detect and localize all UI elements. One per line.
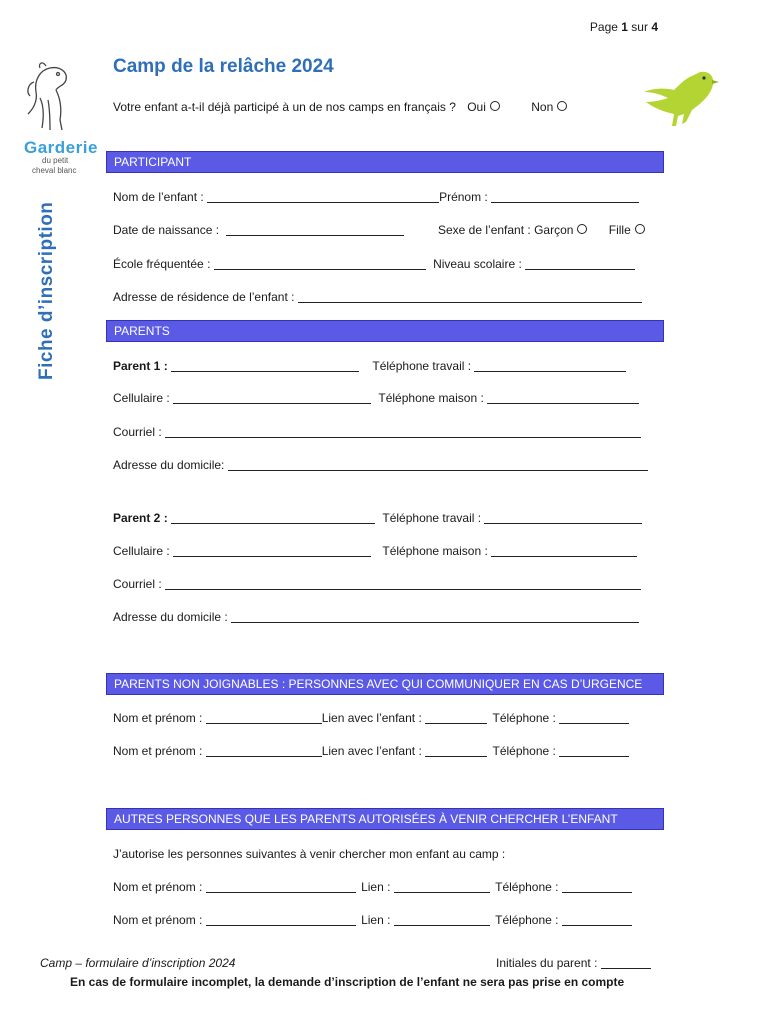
row-child-name: Nom de l’enfant : Prénom : [113, 190, 639, 204]
side-title: Fiche d’inscription [36, 201, 57, 380]
row-parent1: Parent 1 : Téléphone travail : [113, 359, 626, 373]
parent2-work-phone-field[interactable] [484, 511, 642, 524]
authorization-intro: J’autorise les personnes suivantes à venir chercher mon enfant au camp : [113, 847, 506, 861]
emergency2-relation-field[interactable] [425, 744, 487, 757]
horse-logo-icon [20, 58, 80, 138]
authorized1-phone-field[interactable] [562, 880, 632, 893]
row-parent2: Parent 2 : Téléphone travail : [113, 511, 642, 525]
no-radio[interactable] [557, 101, 567, 111]
logo-name: Garderie [24, 138, 98, 157]
row-school: École fréquentée : Niveau scolaire : [113, 257, 635, 271]
row-parent2-cell: Cellulaire : Téléphone maison : [113, 544, 637, 558]
row-emergency-1: Nom et prénom : Lien avec l’enfant : Téléphone : [113, 711, 629, 725]
parent1-email-field[interactable] [165, 425, 641, 438]
boy-radio[interactable] [577, 224, 587, 234]
emergency1-phone-field[interactable] [559, 711, 629, 724]
child-firstname-field[interactable] [491, 190, 639, 203]
section-emergency: PARENTS NON JOIGNABLES : PERSONNES AVEC QUI COMMUNIQUER EN CAS D’URGENCE [106, 673, 664, 695]
parent-initials-field[interactable] [601, 956, 651, 969]
logo-sub-2: cheval blanc [32, 166, 77, 175]
row-authorized-1: Nom et prénom : Lien : Téléphone : [113, 880, 632, 894]
row-emergency-2: Nom et prénom : Lien avec l’enfant : Téléphone : [113, 744, 629, 758]
question-row: Votre enfant a-t-il déjà participé à un de nos camps en français ? Oui Non [113, 100, 567, 114]
girl-radio[interactable] [635, 224, 645, 234]
parent1-address-field[interactable] [228, 458, 648, 471]
row-authorized-2: Nom et prénom : Lien : Téléphone : [113, 913, 632, 927]
authorized1-name-field[interactable] [206, 880, 356, 893]
row-parent1-email: Courriel : [113, 425, 641, 439]
parent2-address-field[interactable] [231, 610, 639, 623]
parent2-cell-field[interactable] [173, 544, 371, 557]
row-parent2-address: Adresse du domicile : [113, 610, 639, 624]
section-parents: PARENTS [106, 320, 664, 342]
page-title: Camp de la relâche 2024 [113, 56, 334, 77]
bird-icon [640, 64, 720, 132]
row-parent1-cell: Cellulaire : Téléphone maison : [113, 391, 639, 405]
section-participant: PARTICIPANT [106, 151, 664, 173]
logo-sub-1: du petit [42, 156, 69, 165]
row-sex: Sexe de l’enfant : Garçon Fille [438, 223, 645, 237]
emergency2-phone-field[interactable] [559, 744, 629, 757]
row-parent1-address: Adresse du domicile: [113, 458, 648, 472]
footer-form-title: Camp – formulaire d’inscription 2024 [40, 956, 236, 970]
parent2-home-phone-field[interactable] [491, 544, 637, 557]
authorized2-name-field[interactable] [206, 913, 356, 926]
footer-initials: Initiales du parent : [496, 956, 651, 970]
parent2-email-field[interactable] [165, 577, 641, 590]
child-name-field[interactable] [207, 190, 439, 203]
emergency1-name-field[interactable] [206, 711, 322, 724]
row-birthdate: Date de naissance : [113, 223, 404, 237]
authorized2-phone-field[interactable] [562, 913, 632, 926]
row-parent2-email: Courriel : [113, 577, 641, 591]
emergency2-name-field[interactable] [206, 744, 322, 757]
parent1-work-phone-field[interactable] [474, 359, 626, 372]
parent1-cell-field[interactable] [173, 391, 371, 404]
footer-warning: En cas de formulaire incomplet, la demande d’inscription de l’enfant ne sera pas prise en compte [70, 975, 625, 989]
parent1-home-phone-field[interactable] [487, 391, 639, 404]
school-field[interactable] [214, 257, 426, 270]
section-authorized: AUTRES PERSONNES QUE LES PARENTS AUTORISÉES À VENIR CHERCHER L’ENFANT [106, 808, 664, 830]
birthdate-field[interactable] [226, 223, 404, 236]
child-address-field[interactable] [298, 290, 642, 303]
authorized1-relation-field[interactable] [394, 880, 490, 893]
row-child-address: Adresse de résidence de l’enfant : [113, 290, 642, 304]
yes-radio[interactable] [490, 101, 500, 111]
page-number: Page 1 sur 4 [589, 20, 658, 34]
parent2-name-field[interactable] [171, 511, 375, 524]
parent1-name-field[interactable] [171, 359, 359, 372]
authorized2-relation-field[interactable] [394, 913, 490, 926]
emergency1-relation-field[interactable] [425, 711, 487, 724]
grade-field[interactable] [525, 257, 635, 270]
